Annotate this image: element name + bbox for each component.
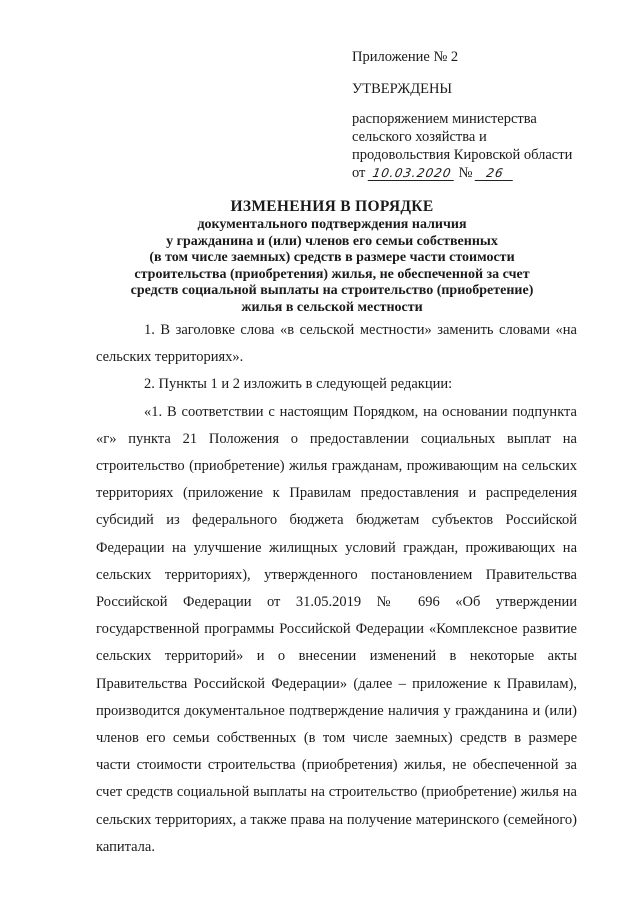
document-body [96, 317, 577, 861]
document-title [96, 198, 568, 317]
title-main: ИЗМЕНЕНИЯ В ПОРЯДКЕ [230, 198, 434, 215]
number-sign: № [458, 165, 473, 181]
paragraph-1: 1. В заголовке слова «в сельской местности» заменить словами «на сельских территориях». [96, 322, 577, 366]
ministry-order-text: распоряжением министерства сельского хозяйства и продовольствия Кировской области [352, 111, 573, 163]
title-subtitle: документального подтверждения наличия у гражданина и (или) членов его семьи собственных (в том числе заемных) средств в размере части стоимости строительства (приобретения) жилья, не обеспеченной за счет средств социальной выплаты на строительство (приобретение) жилья в сельской местности [130, 217, 534, 315]
paragraph-2: 2. Пункты 1 и 2 изложить в следующей редакции: [144, 376, 453, 393]
handwritten-date: 10.03.2020 [368, 166, 457, 181]
date-prefix: от [352, 165, 366, 181]
order-date-line [352, 164, 612, 182]
approved-heading: УТВЕРЖДЕНЫ [352, 81, 453, 97]
paragraph-3: «1. В соответствии с настоящим Порядком, на основании подпункта «г» пункта 21 Положения о предоставлении социальных выплат на строительство (приобретение) жилья гражданам, проживающим на сельских территориях (приложение к Правилам предоставления и распределения субсидий из федерального бюджета бюджетам субъектов Российской Федерации на улучшение жилищных условий граждан, проживающих на сельских территориях), утвержденного постановлением Правительства Российской Федерации от 31.05.2019 № 696 «Об утверждении государственной программы Российской Федерации «Комплексное развитие сельских территорий» и о внесении изменений в некоторые акты Правительства Российской Федерации» (далее – приложение к Правилам), производится документальное подтверждение наличия у гражданина и (или) членов его семьи собственных (в том числе заемных) средств в размере части стоимости строительства (приобретения) жилья, не обеспеченной за счет средств социальной выплаты на строительство (приобретение) жилья на сельских территориях, а также права на получение материнского (семейного) капитала. [96, 403, 577, 855]
approval-block [352, 48, 612, 182]
appendix-label: Приложение № 2 [352, 49, 459, 65]
handwritten-number: 26 [475, 166, 516, 181]
